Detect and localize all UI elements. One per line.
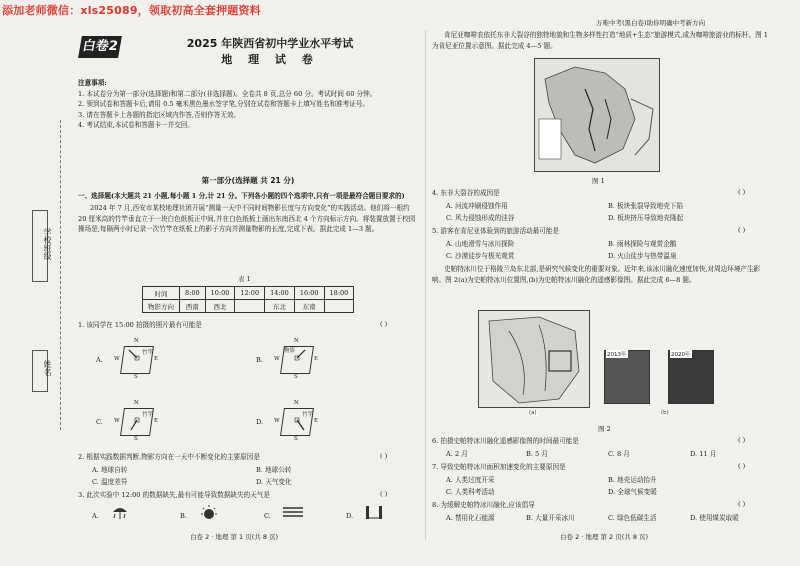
north-label: N [294, 400, 299, 406]
option[interactable]: B. 5 月 [526, 450, 548, 458]
notice-item: 2. 领到试卷和答题卡后,请用 0.5 毫米黑色墨水签字笔,分别在试卷和答题卡上填写姓名和准考证号。 [78, 100, 370, 108]
north-label: N [134, 400, 139, 406]
shadow-diagram-b [272, 338, 320, 378]
answer-blank[interactable]: ( ) [380, 452, 388, 460]
option-label[interactable]: A. [92, 512, 99, 520]
east-label: E [154, 418, 159, 424]
shadow-diagram-c [112, 400, 160, 440]
table-cell: 12:00 [235, 287, 265, 300]
table-cell [324, 300, 354, 313]
option[interactable]: B. 大量开采冰川 [526, 514, 575, 522]
table-cell: 时间 [143, 287, 180, 300]
option[interactable]: D. 全球气候变暖 [608, 488, 657, 496]
shadow-label: 物影 [284, 348, 296, 354]
east-label: E [314, 356, 319, 362]
table-cell: 18:00 [324, 287, 354, 300]
table-caption: 表 1 [238, 275, 251, 283]
year-label-2013: 2013年 [607, 352, 627, 358]
table-cell [235, 300, 265, 313]
east-label: E [314, 418, 319, 424]
option-label[interactable]: D. [256, 418, 264, 426]
option[interactable]: A. 人类过度开采 [446, 476, 495, 484]
question-7-text: 7. 导致史帕特冰川面积加速变化的主要原因是 [432, 463, 566, 471]
figure-2a-caption: (a) [529, 410, 537, 416]
table-cell: 物影方向 [143, 300, 180, 313]
answer-blank[interactable]: ( ) [738, 500, 746, 508]
page-footer-right: 白卷 2 · 地理 第 2 页(共 8 页) [560, 533, 649, 541]
question-3 [78, 490, 418, 501]
option-label[interactable]: A. [96, 356, 103, 364]
kenya-map [535, 59, 659, 171]
option-label[interactable]: C. [264, 512, 271, 520]
south-label: S [294, 374, 298, 380]
notice-section [78, 78, 418, 131]
option[interactable]: A. 河流冲刷侵蚀作用 [446, 202, 508, 210]
south-label: S [294, 436, 298, 442]
passage-text: 2024 年 7 月,西安市某校地理社团开展“测量一天中不同时间物影长度与方向变化”的实践活动。他们将一根约 20 厘米高的竹竿垂直立于一块白色纸板正中间,并在白色纸板上画出东南西北 4 个方向标示方向。将装置放置于校园操场是,每隔两小时记录一次竹竿在纸板上的影子方向并测量物影的长度,完成下表。据此完成 1—3 题。 [78, 204, 416, 233]
shadow-line [112, 338, 160, 378]
part1-heading: 第一部分(选择题 共 21 分) [201, 176, 295, 185]
answer-blank[interactable]: ( ) [738, 226, 746, 234]
table-cell: 8:00 [180, 287, 206, 300]
figure-1-caption: 图 1 [592, 177, 605, 185]
table-cell: 10:00 [205, 287, 235, 300]
question-1 [78, 320, 418, 331]
option[interactable]: C. 沙漠徒步与极光观赏 [446, 252, 515, 260]
kenya-map-figure [534, 58, 660, 172]
data-table [142, 286, 354, 313]
shadow-line [272, 400, 320, 440]
notice-item: 1. 本试卷分为第一部分(选择题)和第二部分(非选择题)。全卷共 8 页,总分 60 分。考试时间 60 分钟。 [78, 89, 377, 98]
west-label: W [274, 418, 280, 424]
sunny-icon [198, 504, 220, 520]
shadow-line [112, 400, 160, 440]
question-1-text: 1. 该同学在 15:00 拍摄的照片最有可能是 [78, 321, 202, 329]
option[interactable]: A. 山地滑雪与冰川探险 [446, 240, 515, 248]
shadow-diagram-a [112, 338, 160, 378]
option[interactable]: B. 地球公转 [256, 466, 292, 474]
exam-title-line1: 2025 年陕西省初中学业水平考试 [186, 37, 354, 50]
north-label: N [294, 338, 299, 344]
rain-icon [110, 504, 130, 520]
right-header: 万唯中考(黑白卷)助你明确中考新方向 [596, 19, 706, 27]
figure-2b-caption: (b) [661, 410, 669, 416]
option-label[interactable]: B. [180, 512, 187, 520]
west-label: W [114, 356, 120, 362]
east-label: E [154, 356, 159, 362]
option[interactable]: A. 禁用化石能源 [446, 514, 495, 522]
notice-item: 3. 请在答题卡上各题的指定区域内作答,否则作答无效。 [78, 110, 241, 119]
south-label: S [134, 374, 138, 380]
option[interactable]: C. 人类科考活动 [446, 488, 495, 496]
answer-blank[interactable]: ( ) [738, 462, 746, 470]
option[interactable]: A. 2 月 [446, 450, 468, 458]
part1-section [78, 176, 418, 235]
name-label: 姓名 [43, 360, 52, 376]
shadow-diagram-d [272, 400, 320, 440]
glacier-passage: 史帕特冰川位于格陵兰岛东北部,是研究气候变化的重要对象。近年来,该冰川融化速度加快,对周边环境产生影响。图 2(a)为史帕特冰川位置图,(b)为史帕特冰川融化的遥感影像图。据此完成 6—8 题。 [432, 265, 761, 284]
exam-title-line2: 地 理 试 卷 [221, 53, 319, 66]
option[interactable]: C. 8 月 [608, 450, 630, 458]
west-label: W [274, 356, 280, 362]
satellite-image-2013 [604, 350, 650, 404]
notice-heading: 注意事项: [78, 79, 107, 87]
option[interactable]: C. 温度差异 [92, 478, 128, 486]
pole-label: 竹竿 [142, 350, 154, 356]
page-footer-left: 白卷 2 · 地理 第 1 页(共 8 页) [190, 533, 279, 541]
paper-badge: 白卷2 [78, 36, 122, 58]
question-2-text: 2. 根据实践数据判断,物影方向在一天中不断变化的主要原因是 [78, 453, 260, 461]
option[interactable]: D. 11 月 [690, 450, 717, 458]
greenland-map [479, 311, 589, 407]
option[interactable]: C. 绿色低碳生活 [608, 514, 657, 522]
option[interactable]: B. 板块张裂导致地壳下陷 [608, 202, 683, 210]
binding-gutter [18, 120, 61, 430]
fog-icon [282, 506, 304, 518]
option[interactable]: D. 火山徒步与热带温泉 [608, 252, 677, 260]
answer-blank[interactable]: ( ) [738, 436, 746, 444]
option[interactable]: B. 地壳运动抬升 [608, 476, 657, 484]
pole-label: 竹竿 [302, 412, 314, 418]
page-divider [425, 30, 426, 540]
question-5-text: 5. 游客在肯尼亚体验到的旅游活动最可能是 [432, 227, 560, 235]
table-cell: 东南 [294, 300, 324, 313]
option[interactable]: A. 地球自转 [92, 466, 128, 474]
watermark-text: 添加老师微信：xls25089，领取初高全套押题资料 [2, 4, 261, 17]
question-3-text: 3. 此次实验中 12:00 的数据缺失,最有可能导致数据缺失的天气是 [78, 491, 270, 499]
figure-2-caption: 图 2 [598, 425, 611, 433]
shadow-line [272, 338, 320, 378]
option[interactable]: C. 风力侵蚀形成的洼谷 [446, 214, 515, 222]
satellite-image-2020 [668, 350, 714, 404]
question-4-text: 4. 东非大裂谷的成因是 [432, 189, 500, 197]
school-class-label: 学校班级 [43, 228, 52, 260]
glacier-location-map [478, 310, 590, 408]
table-cell: 西北 [205, 300, 235, 313]
south-label: S [134, 436, 138, 442]
option-label[interactable]: D. [346, 512, 354, 520]
question-6-text: 6. 拍摄史帕特冰川融化遥感影像图的时间最可能是 [432, 437, 579, 445]
option[interactable]: B. 雨林探险与观赏企鹅 [608, 240, 677, 248]
part1-intro: 一、选择题(本大题共 21 小题,每小题 1 分,计 21 分。下列各小题的四个选项中,只有一项是最符合题目要求的) [78, 191, 405, 200]
option[interactable]: D. 使用煤炭取暖 [690, 514, 739, 522]
option-label[interactable]: B. [256, 356, 263, 364]
answer-blank[interactable]: ( ) [380, 490, 388, 498]
exam-title [140, 36, 400, 68]
notice-item: 4. 考试结束,本试卷和答题卡一并交回。 [78, 121, 194, 129]
sandstorm-icon [364, 504, 384, 520]
table-cell: 西南 [180, 300, 206, 313]
kenya-passage: 肯尼亚咖啡农依托东非大裂谷的独特地貌和生物多样性打造“地质+生态”旅游模式,成为咖啡旅游业的标杆。图 1 为肯尼亚位置示意图。据此完成 4—5 题。 [432, 31, 768, 50]
table-cell: 16:00 [294, 287, 324, 300]
option-label[interactable]: C. [96, 418, 103, 426]
question-8-text: 8. 为缓解史帕特冰川融化,应该倡导 [432, 501, 535, 509]
answer-blank[interactable]: ( ) [380, 320, 388, 328]
west-label: W [114, 418, 120, 424]
north-label: N [134, 338, 139, 344]
table-cell: 14:00 [265, 287, 295, 300]
option[interactable]: D. 板块挤压导致地壳隆起 [608, 214, 684, 222]
answer-blank[interactable]: ( ) [738, 188, 746, 196]
option[interactable]: D. 天气变化 [256, 478, 292, 486]
year-label-2020: 2020年 [671, 352, 691, 358]
pole-label: 竹竿 [142, 412, 154, 418]
question-2 [78, 452, 418, 463]
table-cell: 东北 [265, 300, 295, 313]
